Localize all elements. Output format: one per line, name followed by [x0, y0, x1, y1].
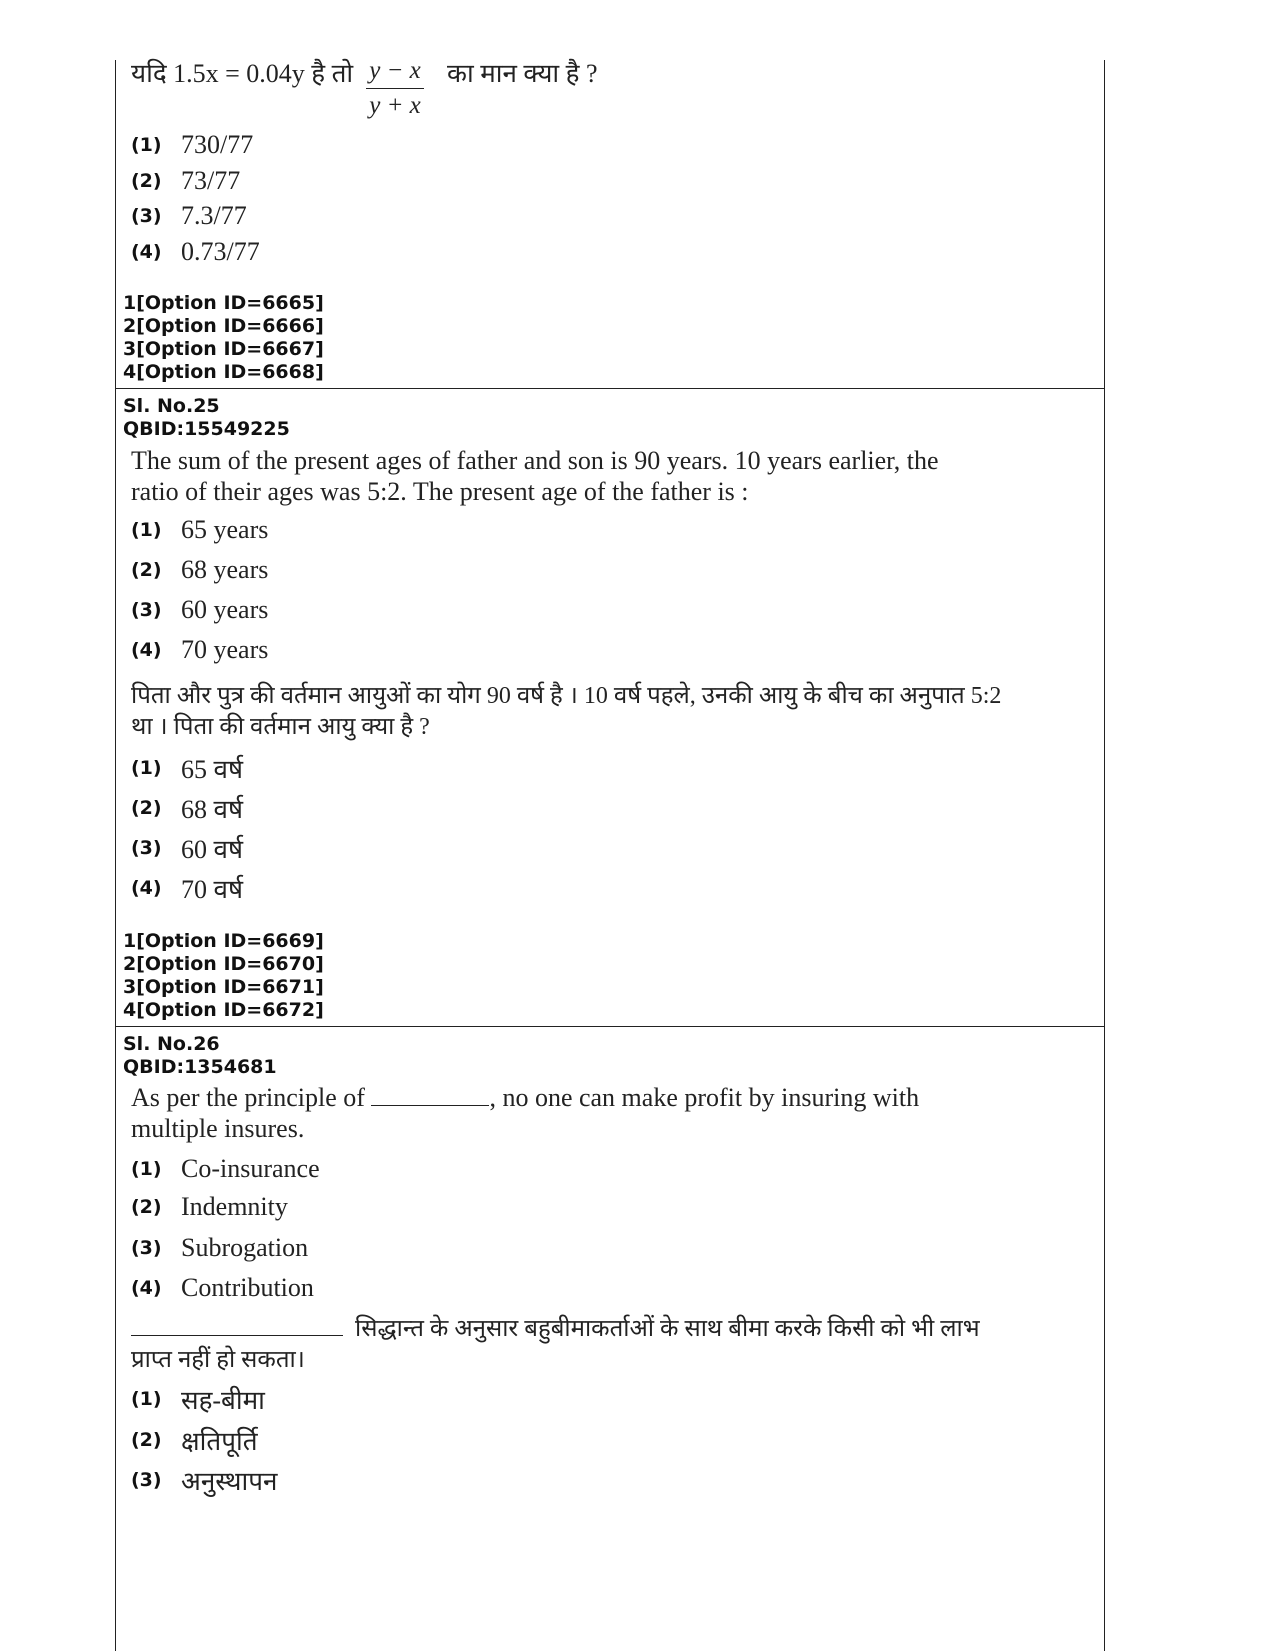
- option-text: 70 years: [181, 635, 269, 664]
- q24-hindi-suffix: का मान क्या है ?: [447, 59, 598, 88]
- question-line: The sum of the present ages of father and son is 90 years. 10 years earlier, the: [131, 446, 939, 475]
- option-number: (2): [131, 170, 162, 192]
- option-number: (3): [131, 205, 162, 227]
- option-number: (1): [131, 1158, 162, 1180]
- option-id: 2[Option ID=6670]: [123, 953, 324, 975]
- option-id: 1[Option ID=6669]: [123, 930, 324, 952]
- option-number: (3): [131, 1237, 162, 1259]
- q24-option-2: [131, 164, 240, 198]
- q25-option-hi-3: [131, 831, 243, 865]
- option-number: (2): [131, 1429, 162, 1451]
- q24-fraction-numerator: y − x: [369, 57, 421, 84]
- option-number: (2): [131, 559, 162, 581]
- option-text: 68 वर्ष: [181, 795, 243, 824]
- q25-option-hi-2: [131, 791, 243, 825]
- row-divider: [115, 388, 1105, 389]
- q26-option-hi-2: [131, 1423, 258, 1457]
- option-text: 70 वर्ष: [181, 875, 243, 904]
- q25-option-en-3: [131, 593, 268, 627]
- option-id: 4[Option ID=6672]: [123, 999, 324, 1021]
- question-line: प्राप्त नहीं हो सकता।: [131, 1347, 305, 1373]
- fill-in-blank: [131, 1335, 343, 1336]
- q25-option-hi-4: [131, 871, 243, 905]
- option-text: Contribution: [181, 1273, 314, 1302]
- question-line: [131, 1082, 919, 1113]
- option-text: 7.3/77: [181, 201, 247, 230]
- option-text: सह-बीमा: [181, 1386, 265, 1415]
- option-text: 60 वर्ष: [181, 835, 243, 864]
- option-number: (4): [131, 1277, 162, 1299]
- q25-option-en-2: [131, 553, 268, 587]
- q24-fraction-denominator: y + x: [369, 92, 421, 119]
- option-number: (3): [131, 837, 162, 859]
- q26-hindi-question: [131, 1314, 980, 1376]
- question-text-post: , no one can make profit by insuring with: [489, 1083, 920, 1112]
- q24-option-ids: [123, 292, 324, 384]
- option-text: Subrogation: [181, 1233, 309, 1262]
- question-line: ratio of their ages was 5:2. The present age of the father is :: [131, 477, 749, 506]
- row-divider: [115, 1026, 1105, 1027]
- option-id: 3[Option ID=6667]: [123, 338, 324, 360]
- option-number: (4): [131, 241, 162, 263]
- option-text: Indemnity: [181, 1192, 288, 1221]
- option-number: (3): [131, 1469, 162, 1491]
- option-text: क्षतिपूर्ति: [181, 1427, 258, 1456]
- question-line: [131, 1314, 980, 1345]
- question-line: पिता और पुत्र की वर्तमान आयुओं का योग 90 वर्ष है । 10 वर्ष पहले, उनकी आयु के बीच का अनुपात 5:2: [131, 683, 1002, 709]
- qbid: QBID:1354681: [123, 1056, 277, 1078]
- q25-option-hi-1: [131, 751, 243, 785]
- q24-option-1: [131, 128, 253, 162]
- q26-option-hi-1: [131, 1382, 265, 1416]
- option-number: (1): [131, 757, 162, 779]
- q25-option-en-4: [131, 633, 268, 667]
- q26-english-question: [131, 1082, 919, 1144]
- q26-option-en-4: [131, 1271, 314, 1305]
- q25-english-question: [131, 445, 939, 507]
- serial-number: Sl. No.26: [123, 1033, 220, 1055]
- q26-option-en-2: [131, 1190, 288, 1224]
- q24-option-4: [131, 235, 260, 269]
- option-text: 730/77: [181, 130, 254, 159]
- option-text: 0.73/77: [181, 237, 260, 266]
- option-number: (1): [131, 519, 162, 541]
- q24-hindi-prefix: यदि 1.5x = 0.04y है तो: [131, 59, 354, 88]
- q26-header: [123, 1033, 277, 1079]
- q24-fraction-bar: [366, 88, 424, 89]
- q26-option-hi-3: [131, 1463, 277, 1497]
- option-id: 3[Option ID=6671]: [123, 976, 324, 998]
- option-text: 60 years: [181, 595, 269, 624]
- option-id: 2[Option ID=6666]: [123, 315, 324, 337]
- option-text: अनुस्थापन: [181, 1467, 278, 1496]
- q24-option-3: [131, 199, 247, 233]
- option-text: 68 years: [181, 555, 269, 584]
- question-line: था । पिता की वर्तमान आयु क्या है ?: [131, 714, 430, 740]
- question-text: सिद्धान्त के अनुसार बहुबीमाकर्ताओं के साथ बीमा करके किसी को भी लाभ: [355, 1316, 980, 1342]
- option-number: (1): [131, 1388, 162, 1410]
- option-text: 65 वर्ष: [181, 755, 243, 784]
- q26-option-en-1: [131, 1152, 320, 1186]
- q25-option-ids: [123, 930, 324, 1022]
- option-number: (4): [131, 639, 162, 661]
- option-text: 65 years: [181, 515, 269, 544]
- question-text-pre: As per the principle of: [131, 1083, 365, 1112]
- option-number: (2): [131, 797, 162, 819]
- q25-hindi-question: [131, 681, 1001, 743]
- q25-header: [123, 395, 290, 441]
- option-text: Co-insurance: [181, 1154, 320, 1183]
- option-text: 73/77: [181, 166, 241, 195]
- option-id: 4[Option ID=6668]: [123, 361, 324, 383]
- q26-option-en-3: [131, 1231, 308, 1265]
- option-number: (4): [131, 877, 162, 899]
- serial-number: Sl. No.25: [123, 395, 220, 417]
- option-number: (1): [131, 134, 162, 156]
- question-line: multiple insures.: [131, 1114, 305, 1143]
- option-number: (3): [131, 599, 162, 621]
- q25-option-en-1: [131, 513, 268, 547]
- option-number: (2): [131, 1196, 162, 1218]
- fill-in-blank: [371, 1105, 489, 1106]
- option-id: 1[Option ID=6665]: [123, 292, 324, 314]
- qbid: QBID:15549225: [123, 418, 290, 440]
